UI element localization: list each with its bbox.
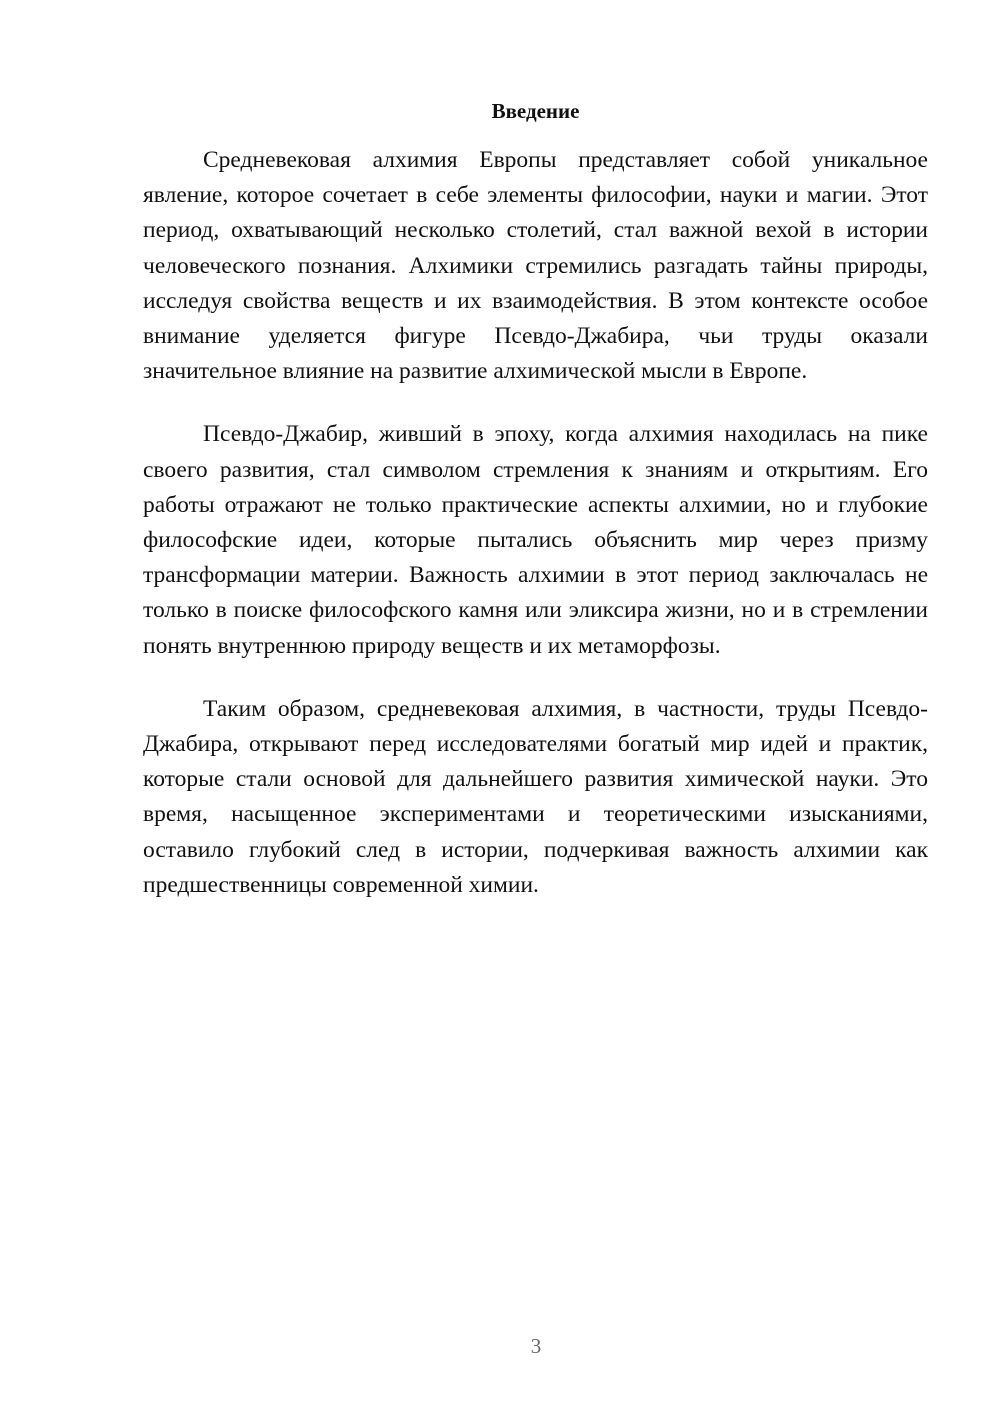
section-heading: Введение (491, 99, 580, 123)
page-number: 3 (530, 1334, 542, 1358)
paragraph-2: Псевдо-Джабир, живший в эпоху, когда алхимия находилась на пике своего развития, стал символом стремления к знаниям и открытиям. Его работы отражают не только практические аспекты алхимии, но и глубокие философские идеи, которые пытались объяснить мир через призму трансформации материи. Важность алхимии в этот период заключалась не только в поиске философского камня или эликсира жизни, но и в стремлении понять внутреннюю природу веществ и их метаморфозы. (143, 421, 928, 659)
body-text (143, 143, 928, 931)
paragraph-3: Таким образом, средневековая алхимия, в частности, труды Псевдо-Джабира, открывают перед исследователями богатый мир идей и практик, которые стали основой для дальнейшего развития химической науки. Это время, насыщенное экспериментами и теоретическими изысканиями, оставило глубокий след в истории, подчеркивая важность алхимии как предшественницы современной химии. (143, 695, 928, 898)
paragraph-1: Средневековая алхимия Европы представляет собой уникальное явление, которое сочетает в себе элементы философии, науки и магии. Этот период, охватывающий несколько столетий, стал важной вехой в истории человеческого познания. Алхимики стремились разгадать тайны природы, исследуя свойства веществ и их взаимодействия. В этом контексте особое внимание уделяется фигуре Псевдо-Джабира, чьи труды оказали значительное влияние на развитие алхимической мысли в Европе. (143, 147, 928, 385)
